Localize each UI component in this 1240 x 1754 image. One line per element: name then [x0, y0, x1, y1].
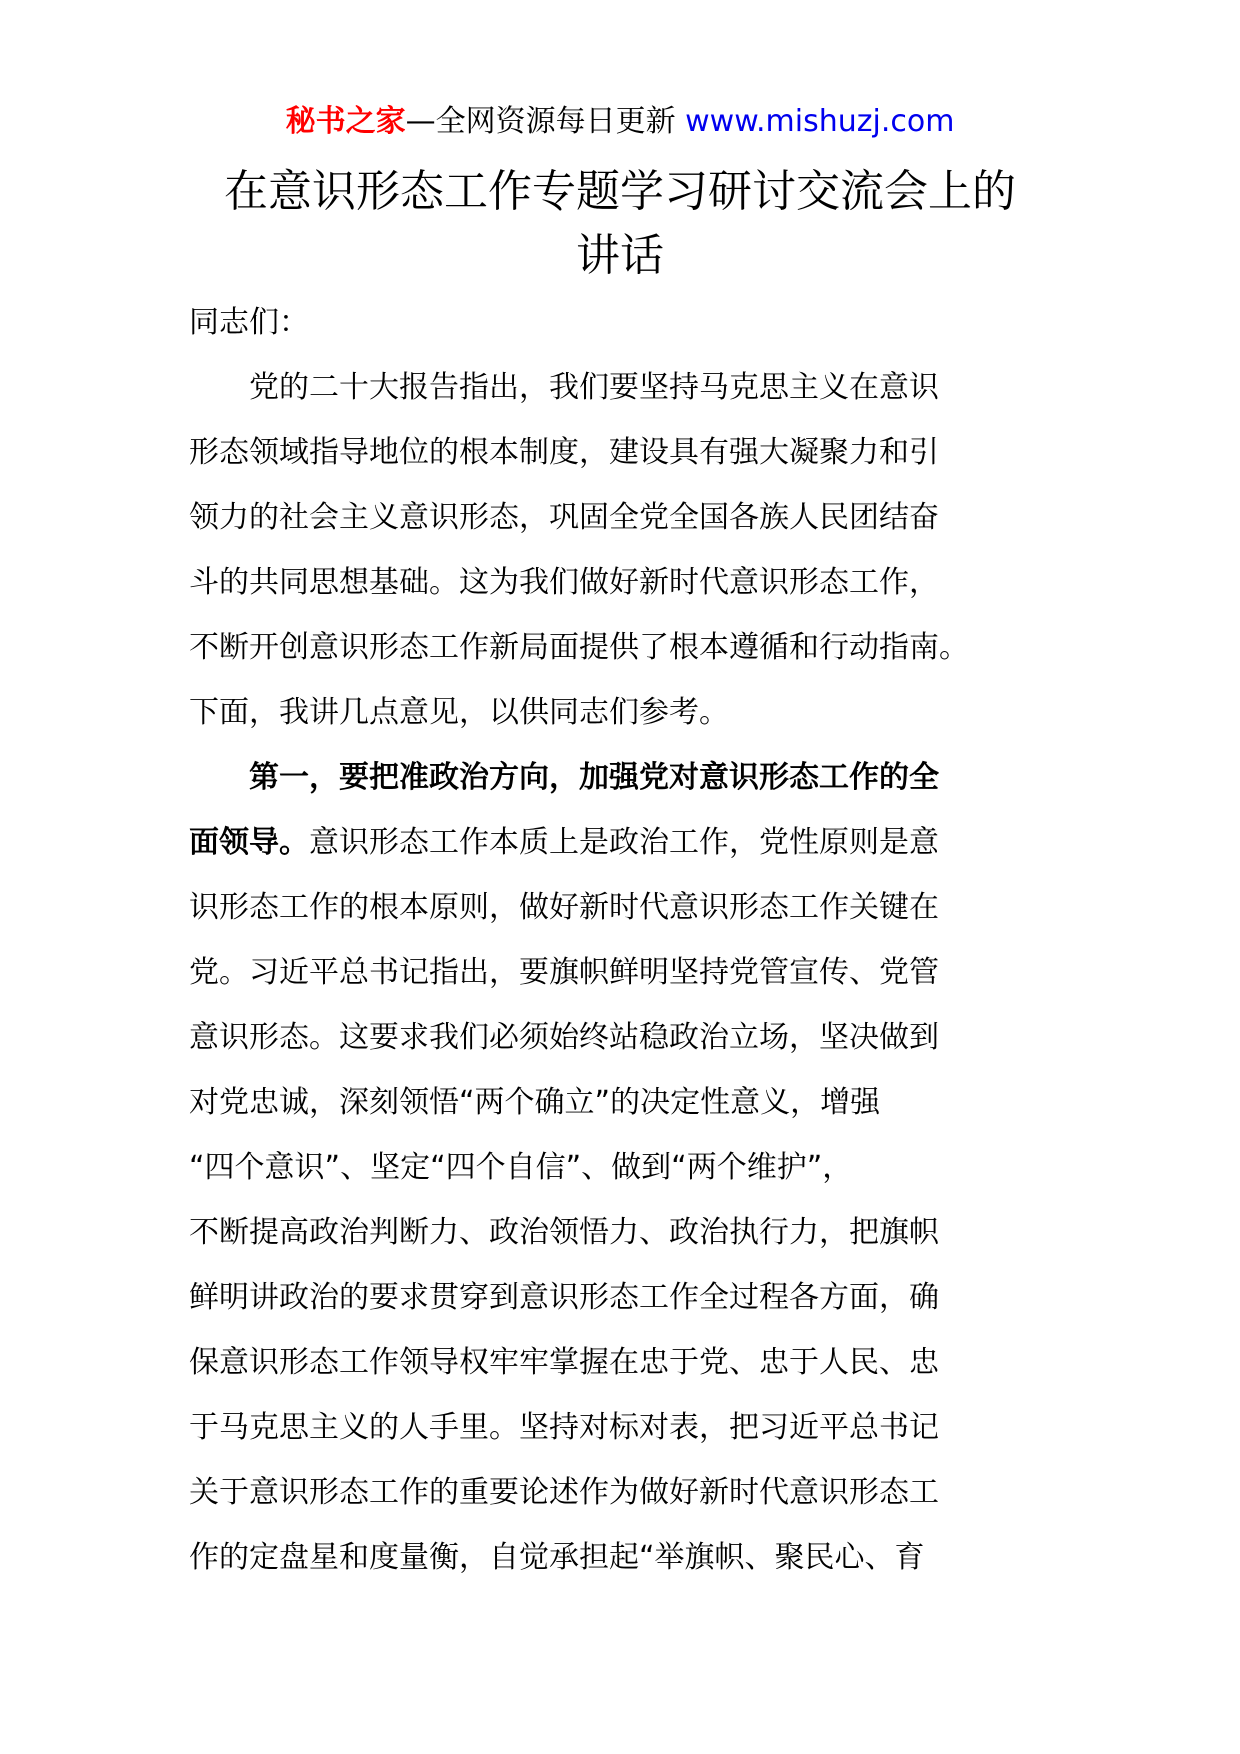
paragraph-line: 党的二十大报告指出，我们要坚持马克思主义在意识 — [189, 370, 939, 405]
paragraph-line: 鲜明讲政治的要求贯穿到意识形态工作全过程各方面，确 — [189, 1280, 939, 1315]
title-line-2: 讲话 — [576, 230, 664, 281]
paragraph-line: 党。习近平总书记指出，要旗帜鲜明坚持党管宣传、党管 — [189, 955, 939, 990]
paragraph-line — [189, 810, 1049, 875]
brand-name: 秘书之家 — [285, 104, 406, 139]
section-heading-end: 面领导。 — [189, 825, 309, 860]
paragraph-line: “四个意识”、坚定“四个自信”、做到“两个维护”， — [189, 1150, 853, 1185]
paragraph-line: 作的定盘星和度量衡，自觉承担起“举旗帜、聚民心、育 — [189, 1540, 925, 1575]
salutation: 同志们： — [189, 305, 309, 340]
paragraph-line: 保意识形态工作领导权牢牢掌握在忠于党、忠于人民、忠 — [189, 1345, 939, 1380]
section-heading: 第一，要把准政治方向，加强党对意识形态工作的全 — [189, 760, 939, 795]
paragraph-text: 意识形态工作本质上是政治工作，党性原则是意 — [309, 825, 939, 860]
title-line-1: 在意识形态工作专题学习研讨交流会上的 — [224, 166, 1016, 217]
paragraph-line: 对党忠诚，深刻领悟“两个确立”的决定性意义，增强 — [189, 1085, 881, 1120]
paragraph-2 — [189, 745, 1049, 1590]
paragraph-line: 形态领域指导地位的根本制度，建设具有强大凝聚力和引 — [189, 435, 939, 470]
paragraph-1 — [189, 355, 1049, 745]
document-body — [189, 290, 1049, 1590]
paragraph-line: 下面，我讲几点意见，以供同志们参考。 — [189, 695, 729, 730]
paragraph-line: 不断提高政治判断力、政治领悟力、政治执行力，把旗帜 — [189, 1215, 939, 1250]
paragraph-line: 关于意识形态工作的重要论述作为做好新时代意识形态工 — [189, 1475, 939, 1510]
site-url-link[interactable]: www.mishuzj.com — [685, 104, 955, 139]
document-title — [190, 160, 1050, 288]
paragraph-line: 不断开创意识形态工作新局面提供了根本遵循和行动指南。 — [189, 630, 969, 665]
paragraph-line: 识形态工作的根本原则，做好新时代意识形态工作关键在 — [189, 890, 939, 925]
site-header — [0, 100, 1240, 144]
paragraph-line: 领力的社会主义意识形态，巩固全党全国各族人民团结奋 — [189, 500, 939, 535]
paragraph-line: 斗的共同思想基础。这为我们做好新时代意识形态工作， — [189, 565, 939, 600]
header-tagline: —全网资源每日更新 — [405, 104, 686, 139]
paragraph-line: 于马克思主义的人手里。坚持对标对表，把习近平总书记 — [189, 1410, 939, 1445]
paragraph-line: 意识形态。这要求我们必须始终站稳政治立场，坚决做到 — [189, 1020, 939, 1055]
